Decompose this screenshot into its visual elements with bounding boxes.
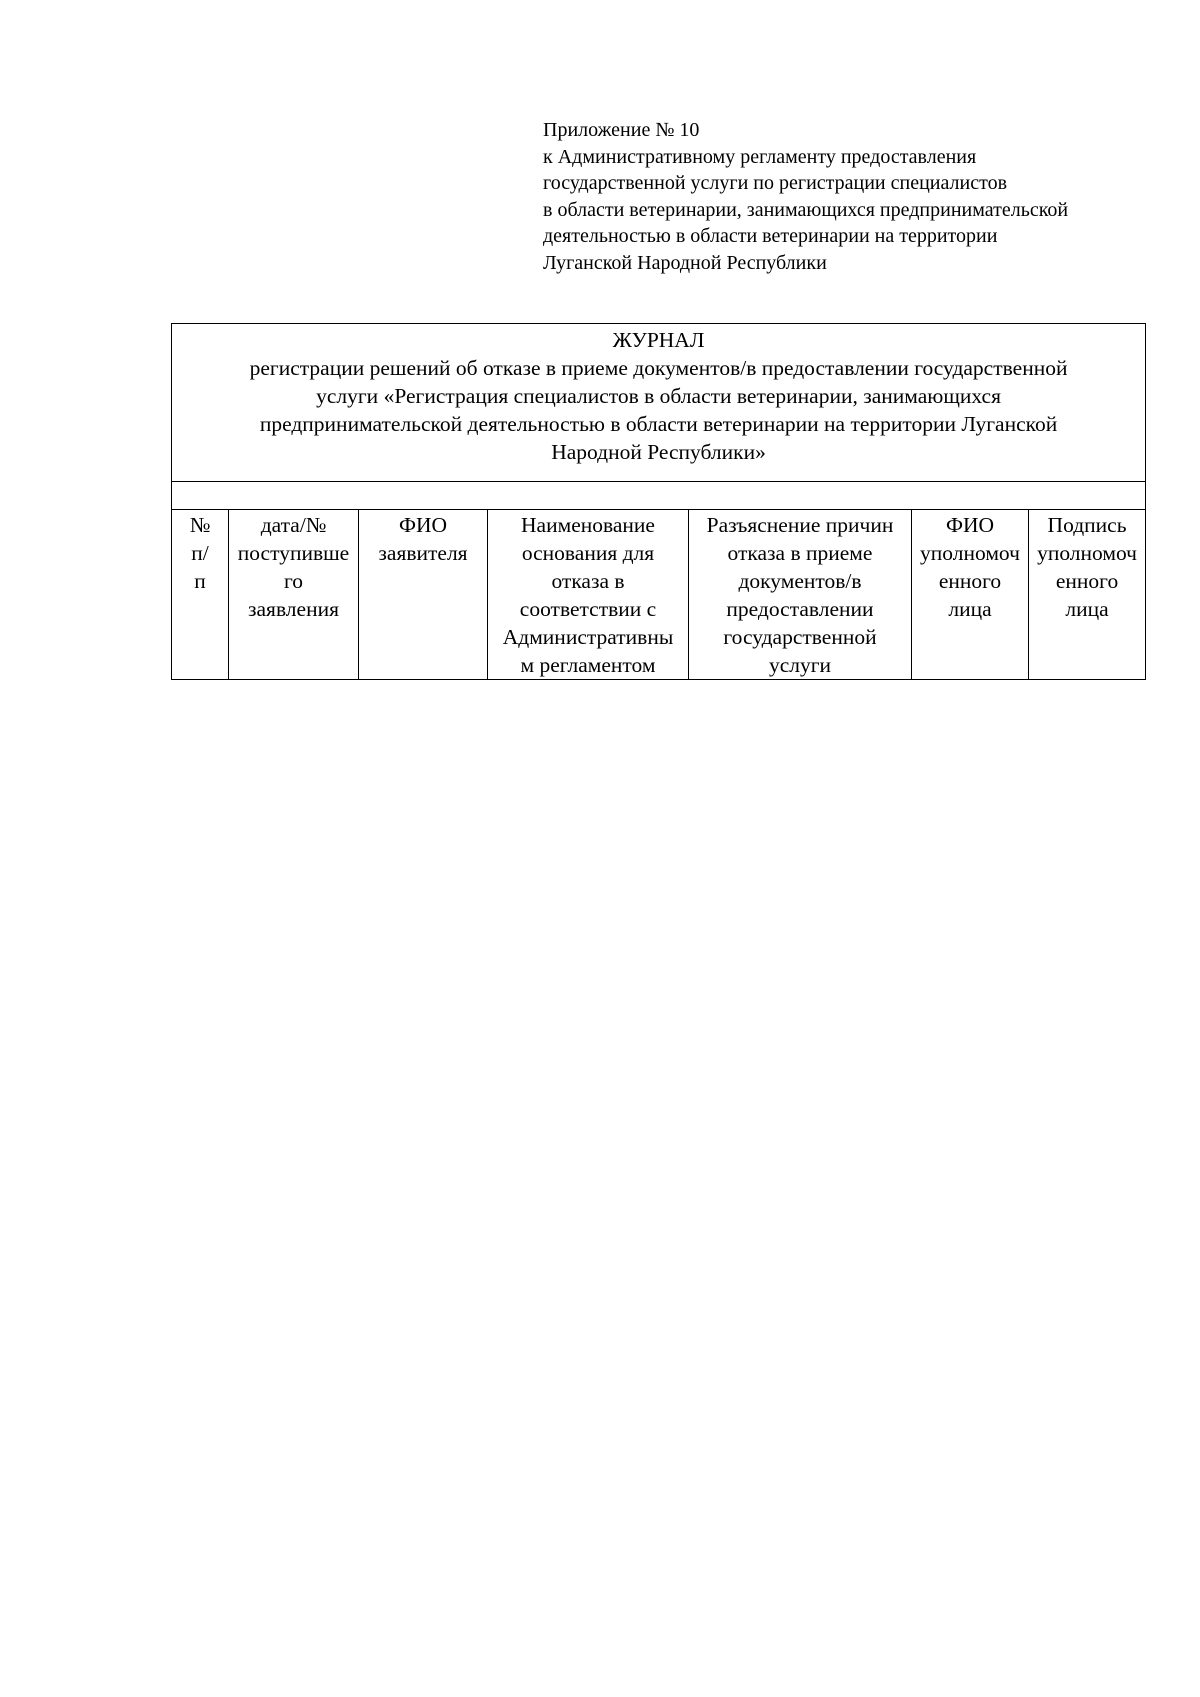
header-line: енного (1055, 569, 1119, 593)
header-line: Разъяснение причин (706, 513, 894, 537)
appendix-line: в области ветеринарии, занимающихся предпринимательской (543, 198, 1069, 221)
header-line: енного (938, 569, 1002, 593)
journal-title-line: Народной Республики» (551, 440, 766, 464)
header-line: заявителя (378, 541, 468, 565)
header-line: дата/№ (260, 513, 327, 537)
journal-title-line: предпринимательской деятельностью в области ветеринарии на территории Луганской (259, 412, 1058, 436)
appendix-line: Приложение № 10 (543, 119, 700, 141)
header-line: государственной (723, 625, 877, 649)
journal-spacer-row (172, 482, 1146, 510)
header-line: заявления (248, 597, 339, 621)
journal-title-cell (172, 324, 1146, 482)
header-line: лица (1065, 597, 1109, 621)
column-header-applicant (359, 510, 488, 680)
column-header-number (172, 510, 229, 680)
header-line: п (194, 569, 206, 593)
header-line: предоставлении (726, 597, 874, 621)
header-line: соответствии с (519, 597, 657, 621)
header-line: п/ (191, 541, 209, 565)
appendix-line: Луганской Народной Республики (543, 251, 827, 274)
header-line: Наименование (521, 513, 655, 537)
header-line: № (189, 513, 211, 537)
journal-header-row (172, 510, 1146, 680)
column-header-date (229, 510, 359, 680)
column-header-official (912, 510, 1029, 680)
column-header-refusal-basis (488, 510, 689, 680)
journal-table (171, 323, 1146, 680)
journal-heading: ЖУРНАЛ (612, 328, 705, 352)
journal-title-line: услуги «Регистрация специалистов в области ветеринарии, занимающихся (316, 384, 1001, 408)
journal-title-row (172, 324, 1146, 482)
journal-title-line: регистрации решений об отказе в приеме документов/в предоставлении государственной (249, 356, 1068, 380)
header-line: го (283, 569, 304, 593)
header-line: отказа в (551, 569, 625, 593)
header-line: Административны (502, 625, 674, 649)
header-line: уполномоч (1037, 541, 1137, 565)
appendix-line: деятельностью в области ветеринарии на территории (543, 225, 998, 247)
header-line: ФИО (398, 513, 448, 537)
journal-spacer-cell (172, 482, 1146, 510)
column-header-signature (1029, 510, 1146, 680)
header-line: Подпись (1047, 513, 1127, 537)
header-line: поступивше (237, 541, 350, 565)
header-line: отказа в приеме (727, 541, 873, 565)
header-line: услуги (768, 653, 832, 677)
header-line: уполномоч (920, 541, 1020, 565)
appendix-line: государственной услуги по регистрации специалистов (543, 172, 1008, 194)
column-header-refusal-explanation (689, 510, 912, 680)
appendix-line: к Административному регламенту предоставления (543, 145, 977, 168)
appendix-note (543, 117, 1163, 276)
header-line: ФИО (945, 513, 995, 537)
header-line: основания для (521, 541, 655, 565)
header-line: документов/в (738, 569, 862, 593)
header-line: лица (948, 597, 992, 621)
header-line: м регламентом (520, 653, 656, 677)
